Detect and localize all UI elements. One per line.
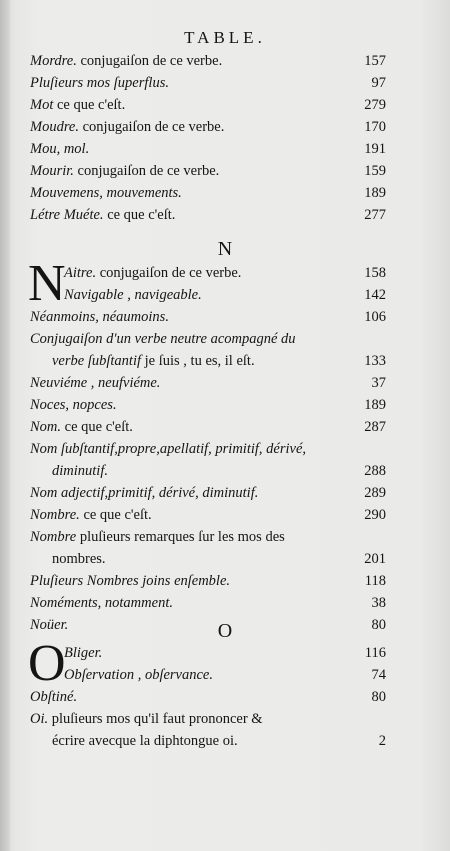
index-entry: Néanmoins, néaumoins. 106 xyxy=(30,309,386,325)
running-head: TABLE. xyxy=(184,28,266,47)
index-entry: Létre Muéte. ce que c'eſt. 277 xyxy=(30,207,386,223)
section-letter-o: O xyxy=(217,620,233,642)
page-gutter xyxy=(0,0,10,851)
index-entry: Nombre pluſieurs remarques ſur les mos des xyxy=(30,529,285,545)
section-letter-n: N xyxy=(217,238,233,260)
index-entry: Pluſieurs Nombres joins enſemble. 118 xyxy=(30,573,386,589)
index-entry: Obſtiné. 80 xyxy=(30,689,386,705)
index-entry: Nom ſubſtantif,propre,apellatif, primitif, dérivé, xyxy=(30,441,307,457)
n-first-entries xyxy=(28,255,386,312)
index-entry: Nom adjectif,primitif, dérivé, diminutif. 289 xyxy=(30,485,386,501)
o-entries xyxy=(30,686,386,752)
index-entry: Obſervation , obſervance. 74 xyxy=(64,667,386,683)
index-entry: Mot ce que c'eſt. 279 xyxy=(30,97,386,113)
index-entry: Noces, nopces. 189 xyxy=(30,397,386,413)
index-entry: Nombre. ce que c'eſt. 290 xyxy=(30,507,386,523)
index-entry: Noméments, notamment. 38 xyxy=(30,595,386,611)
index-entry: diminutif. 288 xyxy=(52,463,386,479)
index-entry: Aitre. conjugaiſon de ce verbe. 158 xyxy=(64,265,386,281)
index-entry: Mourir. conjugaiſon de ce verbe. 159 xyxy=(30,163,386,179)
m-entries xyxy=(30,50,386,226)
o-first-entries xyxy=(28,635,386,692)
index-entry: Mordre. conjugaiſon de ce verbe. 157 xyxy=(30,53,386,69)
index-entry: Bliger. 116 xyxy=(64,645,386,661)
drop-cap-n: N xyxy=(28,255,66,312)
index-entry: Pluſieurs mos ſuperflus. 97 xyxy=(30,75,386,91)
index-entry: Moudre. conjugaiſon de ce verbe. 170 xyxy=(30,119,386,135)
index-entry: Navigable , navigeable. 142 xyxy=(64,287,386,303)
index-entry: nombres. 201 xyxy=(52,551,386,567)
index-entry: Mouvemens, mouvements. 189 xyxy=(30,185,386,201)
index-entry: écrire avecque la diphtongue oi. 2 xyxy=(52,733,386,749)
index-entry: Neuviéme , neufviéme. 37 xyxy=(30,375,386,391)
n-entries xyxy=(30,306,386,636)
index-entry: verbe ſubſtantif je ſuis , tu es, il eſt. 133 xyxy=(52,353,386,369)
index-entry: Mou, mol. 191 xyxy=(30,141,386,157)
index-entry: Conjugaiſon d'un verbe neutre acompagné du xyxy=(30,331,296,347)
drop-cap-o: O xyxy=(28,635,66,692)
index-entry: Noüer. 80 xyxy=(30,617,386,633)
index-entry: Oi. pluſieurs mos qu'il faut prononcer & xyxy=(30,711,263,727)
index-entry: Nom. ce que c'eſt. 287 xyxy=(30,419,386,435)
